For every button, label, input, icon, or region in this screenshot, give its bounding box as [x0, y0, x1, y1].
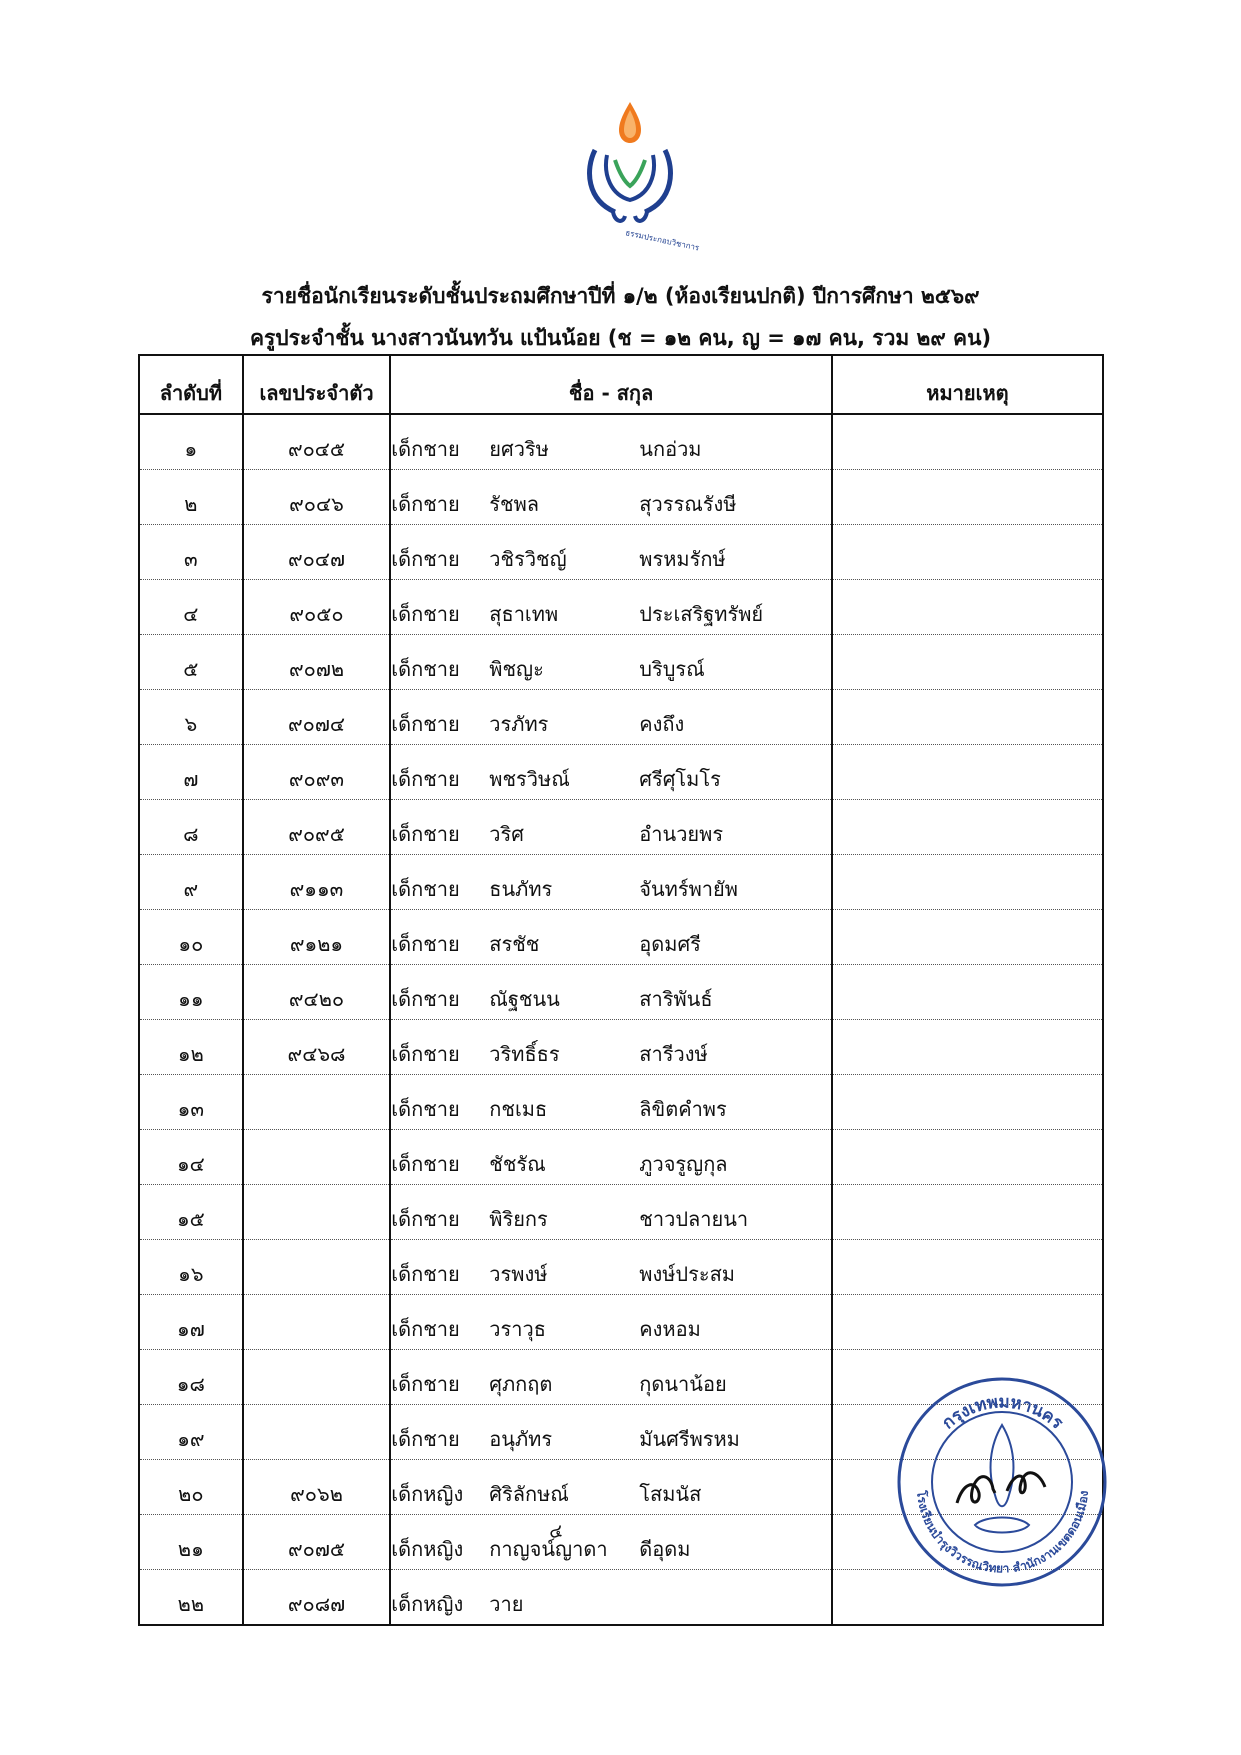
cell-full-name	[390, 1460, 832, 1515]
first-name: วริทธิ์ธร	[489, 1042, 560, 1066]
last-name: พงษ์ประสม	[639, 1262, 735, 1286]
name-prefix: เด็กชาย	[391, 877, 460, 901]
cell-no: ๗	[139, 745, 243, 800]
cell-no: ๙	[139, 855, 243, 910]
table-row	[139, 855, 1103, 910]
cell-student-id: ๙๔๖๘	[243, 1020, 391, 1075]
first-name: ธนภัทร	[489, 877, 553, 901]
cell-student-id: ๙๐๘๗	[243, 1570, 391, 1626]
header-no: ลำดับที่	[139, 355, 243, 414]
cell-student-id	[243, 1295, 391, 1350]
cell-student-id	[243, 1075, 391, 1130]
cell-note	[832, 635, 1103, 690]
name-prefix: เด็กชาย	[391, 437, 460, 461]
name-prefix: เด็กหญิง	[391, 1537, 464, 1561]
cell-note	[832, 800, 1103, 855]
cell-student-id: ๙๐๗๔	[243, 690, 391, 745]
table-row	[139, 745, 1103, 800]
cell-full-name	[390, 1185, 832, 1240]
name-prefix: เด็กชาย	[391, 1042, 460, 1066]
cell-student-id: ๙๐๔๖	[243, 470, 391, 525]
table-row	[139, 414, 1103, 470]
cell-student-id: ๙๐๔๕	[243, 414, 391, 470]
cell-no: ๕	[139, 635, 243, 690]
cell-full-name	[390, 910, 832, 965]
table-row	[139, 910, 1103, 965]
name-prefix: เด็กหญิง	[391, 1482, 464, 1506]
cell-student-id: ๙๐๗๕	[243, 1515, 391, 1570]
cell-full-name	[390, 1240, 832, 1295]
cell-student-id: ๙๑๑๓	[243, 855, 391, 910]
last-name: ภูวจรูญกุล	[639, 1152, 728, 1176]
cell-note	[832, 580, 1103, 635]
cell-full-name	[390, 690, 832, 745]
last-name: นกอ่วม	[639, 437, 702, 461]
cell-note	[832, 690, 1103, 745]
cell-full-name	[390, 1130, 832, 1185]
table-row	[139, 470, 1103, 525]
cell-note	[832, 1240, 1103, 1295]
table-row	[139, 525, 1103, 580]
cell-note	[832, 1130, 1103, 1185]
name-prefix: เด็กชาย	[391, 657, 460, 681]
cell-no: ๑๓	[139, 1075, 243, 1130]
first-name: พิชญะ	[489, 657, 544, 681]
table-row	[139, 580, 1103, 635]
cell-full-name	[390, 1405, 832, 1460]
cell-no: ๒๐	[139, 1460, 243, 1515]
cell-note	[832, 855, 1103, 910]
first-name: พิริยกร	[489, 1207, 548, 1231]
cell-no: ๒	[139, 470, 243, 525]
cell-student-id	[243, 1350, 391, 1405]
last-name: มันศรีพรหม	[639, 1427, 740, 1451]
last-name: ลิขิตคำพร	[639, 1097, 727, 1121]
cell-no: ๑๖	[139, 1240, 243, 1295]
cell-note	[832, 1075, 1103, 1130]
last-name: อำนวยพร	[639, 822, 724, 846]
table-row	[139, 1240, 1103, 1295]
first-name: ยศวริษ	[489, 437, 549, 461]
table-row	[139, 690, 1103, 745]
cell-full-name	[390, 580, 832, 635]
cell-full-name	[390, 745, 832, 800]
cell-student-id: ๙๔๒๐	[243, 965, 391, 1020]
cell-no: ๑๑	[139, 965, 243, 1020]
table-row	[139, 965, 1103, 1020]
cell-full-name	[390, 1350, 832, 1405]
name-prefix: เด็กชาย	[391, 932, 460, 956]
page-mark: ๔	[547, 1520, 565, 1544]
cell-note	[832, 965, 1103, 1020]
first-name: กาญจน์ญาดา	[489, 1537, 608, 1561]
last-name: สุวรรณรังษี	[639, 492, 737, 516]
name-prefix: เด็กหญิง	[391, 1592, 464, 1616]
cell-student-id	[243, 1130, 391, 1185]
name-prefix: เด็กชาย	[391, 822, 460, 846]
last-name: อุดมศรี	[639, 932, 701, 956]
cell-student-id: ๙๐๔๗	[243, 525, 391, 580]
cell-student-id	[243, 1405, 391, 1460]
cell-no: ๑๕	[139, 1185, 243, 1240]
header-note: หมายเหตุ	[832, 355, 1103, 414]
cell-no: ๑๔	[139, 1130, 243, 1185]
cell-student-id: ๙๐๗๒	[243, 635, 391, 690]
first-name: รัชพล	[489, 492, 540, 516]
name-prefix: เด็กชาย	[391, 547, 460, 571]
header-name: ชื่อ - สกุล	[390, 355, 832, 414]
name-prefix: เด็กชาย	[391, 767, 460, 791]
official-seal-icon	[895, 1375, 1110, 1590]
last-name: ดีอุดม	[639, 1537, 691, 1561]
table-row	[139, 1185, 1103, 1240]
first-name: วริศ	[489, 822, 524, 846]
name-prefix: เด็กชาย	[391, 1317, 460, 1341]
name-prefix: เด็กชาย	[391, 1097, 460, 1121]
table-row	[139, 1075, 1103, 1130]
cell-no: ๔	[139, 580, 243, 635]
name-prefix: เด็กชาย	[391, 602, 460, 626]
cell-full-name	[390, 470, 832, 525]
last-name: โสมนัส	[639, 1482, 702, 1506]
cell-student-id: ๙๐๕๐	[243, 580, 391, 635]
header-id: เลขประจำตัว	[243, 355, 391, 414]
cell-student-id: ๙๐๖๒	[243, 1460, 391, 1515]
cell-student-id: ๙๐๙๕	[243, 800, 391, 855]
cell-note	[832, 1020, 1103, 1075]
first-name: วาย	[489, 1592, 524, 1616]
last-name: พรหมรักษ์	[639, 547, 726, 571]
cell-note	[832, 414, 1103, 470]
first-name: สุธาเทพ	[489, 602, 559, 626]
last-name: จันทร์พายัพ	[639, 877, 738, 901]
cell-student-id	[243, 1240, 391, 1295]
cell-no: ๑๘	[139, 1350, 243, 1405]
last-name: คงถึง	[639, 712, 685, 736]
first-name: วรพงษ์	[489, 1262, 548, 1286]
first-name: กชเมธ	[489, 1097, 548, 1121]
first-name: ชัชรัณ	[489, 1152, 546, 1176]
cell-no: ๑๙	[139, 1405, 243, 1460]
name-prefix: เด็กชาย	[391, 1152, 460, 1176]
first-name: ศิริลักษณ์	[489, 1482, 569, 1506]
name-prefix: เด็กชาย	[391, 1372, 460, 1396]
cell-note	[832, 1185, 1103, 1240]
table-row	[139, 800, 1103, 855]
last-name: ประเสริฐทรัพย์	[639, 602, 764, 626]
last-name: สารีวงษ์	[639, 1042, 708, 1066]
name-prefix: เด็กชาย	[391, 492, 460, 516]
cell-student-id	[243, 1185, 391, 1240]
last-name: ศรีศุโมโร	[639, 767, 721, 791]
last-name: คงหอม	[639, 1317, 701, 1341]
svg-text:โรงเรียนบำรุงวิวรรณวิทยา สำนัก: โรงเรียนบำรุงวิวรรณวิทยา สำนักงานเขตดอนเมือง	[914, 1489, 1091, 1576]
last-name: กุดนาน้อย	[639, 1372, 727, 1396]
first-name: วราวุธ	[489, 1317, 546, 1341]
cell-no: ๑	[139, 414, 243, 470]
name-prefix: เด็กชาย	[391, 987, 460, 1011]
cell-no: ๘	[139, 800, 243, 855]
first-name: พชรวิษณ์	[489, 767, 570, 791]
cell-note	[832, 525, 1103, 580]
cell-full-name	[390, 1020, 832, 1075]
cell-full-name	[390, 1075, 832, 1130]
table-row	[139, 635, 1103, 690]
name-prefix: เด็กชาย	[391, 712, 460, 736]
table-header-row	[139, 355, 1103, 414]
cell-full-name	[390, 800, 832, 855]
cell-full-name	[390, 855, 832, 910]
first-name: ศุภกฤต	[489, 1372, 553, 1396]
last-name: บริบูรณ์	[639, 657, 705, 681]
table-row	[139, 1130, 1103, 1185]
last-name: สาริพันธ์	[639, 987, 713, 1011]
cell-no: ๒๒	[139, 1570, 243, 1626]
cell-full-name	[390, 1515, 832, 1570]
cell-full-name	[390, 414, 832, 470]
cell-note	[832, 745, 1103, 800]
document-title: รายชื่อนักเรียนระดับชั้นประถมศึกษาปีที่ ๑/๒ (ห้องเรียนปกติ) ปีการศึกษา ๒๕๖๙	[261, 284, 980, 308]
cell-no: ๓	[139, 525, 243, 580]
last-name: ชาวปลายนา	[639, 1207, 749, 1231]
cell-no: ๑๐	[139, 910, 243, 965]
cell-no: ๖	[139, 690, 243, 745]
table-row	[139, 1020, 1103, 1075]
cell-no: ๑๒	[139, 1020, 243, 1075]
document-subtitle: ครูประจำชั้น นางสาวนันทวัน แป้นน้อย (ช = ๑๒ คน, ญ = ๑๗ คน, รวม ๒๙ คน)	[249, 326, 992, 350]
cell-full-name	[390, 1570, 832, 1626]
cell-full-name	[390, 1295, 832, 1350]
cell-student-id: ๙๑๒๑	[243, 910, 391, 965]
first-name: วรภัทร	[489, 712, 549, 736]
name-prefix: เด็กชาย	[391, 1207, 460, 1231]
cell-note	[832, 1295, 1103, 1350]
cell-student-id: ๙๐๙๓	[243, 745, 391, 800]
cell-no: ๒๑	[139, 1515, 243, 1570]
first-name: สรชัช	[489, 932, 540, 956]
table-row	[139, 1295, 1103, 1350]
first-name: ณัฐชนน	[489, 987, 560, 1011]
cell-no: ๑๗	[139, 1295, 243, 1350]
cell-full-name	[390, 525, 832, 580]
first-name: อนุภัทร	[489, 1427, 553, 1451]
cell-full-name	[390, 635, 832, 690]
school-logo-icon	[575, 100, 701, 253]
svg-text:กรุงเทพมหานคร: กรุงเทพมหานคร	[938, 1392, 1067, 1434]
svg-text:ธรรมประกอบวิชาการ: ธรรมประกอบวิชาการ	[624, 228, 701, 253]
cell-full-name	[390, 965, 832, 1020]
cell-note	[832, 470, 1103, 525]
first-name: วชิรวิชญ์	[489, 547, 567, 571]
cell-note	[832, 910, 1103, 965]
name-prefix: เด็กชาย	[391, 1262, 460, 1286]
name-prefix: เด็กชาย	[391, 1427, 460, 1451]
